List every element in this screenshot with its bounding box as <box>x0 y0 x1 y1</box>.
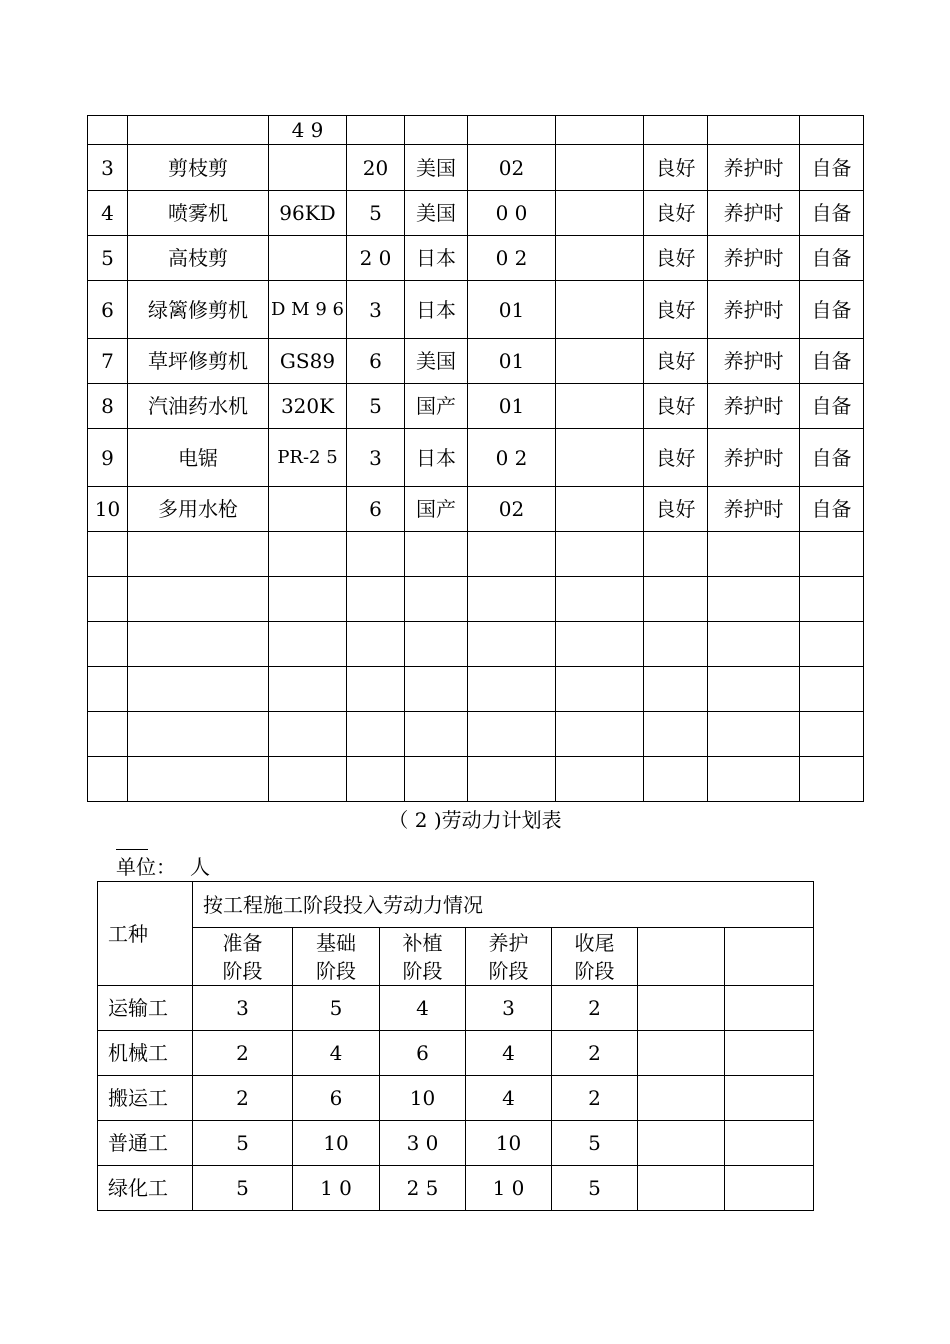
labor-count: 1 0 <box>293 1166 380 1211</box>
equipment-cell-name: 高枝剪 <box>128 236 269 281</box>
labor-count: 10 <box>380 1076 466 1121</box>
labor-count: 3 <box>466 986 552 1031</box>
equipment-empty-cell <box>556 757 644 802</box>
equipment-cell-cond: 良好 <box>644 191 708 236</box>
equipment-cell-origin: 日本 <box>405 236 468 281</box>
stage-group-header: 按工程施工阶段投入劳动力情况 <box>193 882 814 928</box>
equipment-empty-cell <box>800 622 864 667</box>
equipment-cell-no: 5 <box>88 236 128 281</box>
equipment-cell-origin: 美国 <box>405 145 468 191</box>
trade-name: 机械工 <box>98 1031 193 1076</box>
equipment-cell-power <box>556 339 644 384</box>
labor-count: 2 <box>552 1076 638 1121</box>
equipment-cell-year <box>468 116 556 145</box>
labor-row <box>98 1076 814 1121</box>
equipment-cell-power <box>556 236 644 281</box>
equipment-cell-name: 绿篱修剪机 <box>128 281 269 339</box>
labor-row <box>98 1121 814 1166</box>
equipment-cell-model <box>269 145 347 191</box>
equipment-empty-row <box>88 757 864 802</box>
labor-count: 2 <box>193 1031 293 1076</box>
stage-header: 准备 阶段 <box>193 928 293 986</box>
labor-count: 6 <box>380 1031 466 1076</box>
equipment-cell-usage: 养护时 <box>708 339 800 384</box>
equipment-cell-qty: 2 0 <box>347 236 405 281</box>
equipment-cell-year: 0 2 <box>468 429 556 487</box>
equipment-cell-cond: 良好 <box>644 145 708 191</box>
equipment-empty-cell <box>800 532 864 577</box>
equipment-cell-model <box>269 236 347 281</box>
equipment-cell-qty: 3 <box>347 429 405 487</box>
equipment-cell-src: 自备 <box>800 384 864 429</box>
equipment-cell-usage: 养护时 <box>708 236 800 281</box>
equipment-cell-name: 草坪修剪机 <box>128 339 269 384</box>
equipment-empty-cell <box>644 712 708 757</box>
equipment-cell-name: 多用水枪 <box>128 487 269 532</box>
equipment-empty-cell <box>347 577 405 622</box>
labor-count: 2 <box>552 986 638 1031</box>
equipment-empty-cell <box>128 667 269 712</box>
equipment-cell-no: 3 <box>88 145 128 191</box>
equipment-cell-usage: 养护时 <box>708 281 800 339</box>
equipment-cell-origin: 美国 <box>405 339 468 384</box>
labor-count: 1 0 <box>466 1166 552 1211</box>
equipment-empty-cell <box>405 667 468 712</box>
equipment-cell-power <box>556 487 644 532</box>
equipment-cell-year: 01 <box>468 339 556 384</box>
labor-count: 5 <box>552 1121 638 1166</box>
labor-count <box>638 986 725 1031</box>
equipment-cell-year: 02 <box>468 487 556 532</box>
equipment-empty-row <box>88 532 864 577</box>
trade-name: 搬运工 <box>98 1076 193 1121</box>
equipment-empty-cell <box>468 667 556 712</box>
equipment-empty-cell <box>88 532 128 577</box>
equipment-cell-qty: 5 <box>347 191 405 236</box>
equipment-cell-src: 自备 <box>800 339 864 384</box>
equipment-cell-origin: 国产 <box>405 487 468 532</box>
equipment-cell-no: 9 <box>88 429 128 487</box>
equipment-empty-cell <box>468 532 556 577</box>
equipment-row <box>88 281 864 339</box>
equipment-cell-cond: 良好 <box>644 384 708 429</box>
equipment-empty-cell <box>468 577 556 622</box>
equipment-cell-cond: 良好 <box>644 487 708 532</box>
labor-count: 2 <box>193 1076 293 1121</box>
equipment-empty-cell <box>347 712 405 757</box>
equipment-row <box>88 191 864 236</box>
equipment-empty-cell <box>468 757 556 802</box>
stage-header: 补植 阶段 <box>380 928 466 986</box>
equipment-empty-row <box>88 577 864 622</box>
equipment-cell-usage: 养护时 <box>708 429 800 487</box>
equipment-empty-cell <box>708 757 800 802</box>
equipment-row <box>88 236 864 281</box>
equipment-empty-cell <box>556 667 644 712</box>
labor-count <box>725 986 814 1031</box>
stage-header: 收尾 阶段 <box>552 928 638 986</box>
equipment-cell-year: 02 <box>468 145 556 191</box>
equipment-cell-qty <box>347 116 405 145</box>
labor-count: 5 <box>193 1166 293 1211</box>
equipment-row <box>88 487 864 532</box>
equipment-table <box>87 115 864 802</box>
unit-overline <box>116 849 148 850</box>
equipment-cell-no: 10 <box>88 487 128 532</box>
trade-header: 工种 <box>98 882 193 986</box>
equipment-cell-qty: 3 <box>347 281 405 339</box>
equipment-empty-cell <box>128 577 269 622</box>
equipment-cell-model: PR-2 5 <box>269 429 347 487</box>
equipment-empty-cell <box>405 622 468 667</box>
labor-count: 3 <box>193 986 293 1031</box>
equipment-cell-model <box>269 487 347 532</box>
equipment-cell-src: 自备 <box>800 191 864 236</box>
equipment-empty-cell <box>405 712 468 757</box>
equipment-cell-src: 自备 <box>800 236 864 281</box>
equipment-cell-power <box>556 145 644 191</box>
equipment-cell-name: 剪枝剪 <box>128 145 269 191</box>
equipment-cell-model: GS89 <box>269 339 347 384</box>
equipment-empty-cell <box>556 622 644 667</box>
equipment-cell-power <box>556 191 644 236</box>
labor-row <box>98 986 814 1031</box>
stage-header <box>725 928 814 986</box>
equipment-empty-cell <box>88 757 128 802</box>
equipment-empty-cell <box>269 577 347 622</box>
equipment-cell-year: 0 2 <box>468 236 556 281</box>
labor-count <box>725 1076 814 1121</box>
stage-header: 基础 阶段 <box>293 928 380 986</box>
labor-count: 4 <box>380 986 466 1031</box>
equipment-cell-cond: 良好 <box>644 429 708 487</box>
equipment-empty-cell <box>128 757 269 802</box>
equipment-empty-cell <box>556 577 644 622</box>
equipment-cell-cond: 良好 <box>644 236 708 281</box>
labor-count: 2 5 <box>380 1166 466 1211</box>
equipment-cell-src <box>800 116 864 145</box>
equipment-cell-usage: 养护时 <box>708 487 800 532</box>
equipment-empty-cell <box>347 667 405 712</box>
labor-count: 10 <box>293 1121 380 1166</box>
equipment-cell-model: D M 9 6 <box>269 281 347 339</box>
equipment-empty-cell <box>644 532 708 577</box>
equipment-empty-cell <box>708 622 800 667</box>
equipment-empty-cell <box>708 577 800 622</box>
equipment-cell-no: 8 <box>88 384 128 429</box>
equipment-row <box>88 384 864 429</box>
stage-header: 养护 阶段 <box>466 928 552 986</box>
equipment-cell-model: 4 9 <box>269 116 347 145</box>
equipment-cell-year: 0 0 <box>468 191 556 236</box>
equipment-cell-src: 自备 <box>800 145 864 191</box>
equipment-empty-row <box>88 622 864 667</box>
equipment-empty-cell <box>269 757 347 802</box>
equipment-empty-cell <box>556 712 644 757</box>
equipment-cell-power <box>556 116 644 145</box>
equipment-empty-cell <box>708 532 800 577</box>
equipment-empty-cell <box>644 622 708 667</box>
equipment-cell-cond: 良好 <box>644 339 708 384</box>
equipment-row <box>88 145 864 191</box>
equipment-empty-row <box>88 712 864 757</box>
equipment-empty-cell <box>269 532 347 577</box>
equipment-empty-cell <box>468 712 556 757</box>
labor-count: 5 <box>293 986 380 1031</box>
labor-plan-caption: （ 2 )劳动力计划表 <box>388 808 562 832</box>
equipment-cell-year: 01 <box>468 384 556 429</box>
unit-value: 人 <box>190 855 210 879</box>
equipment-cell-origin: 日本 <box>405 429 468 487</box>
equipment-empty-cell <box>644 577 708 622</box>
equipment-empty-row <box>88 667 864 712</box>
labor-count: 5 <box>193 1121 293 1166</box>
equipment-empty-cell <box>644 757 708 802</box>
equipment-row <box>88 429 864 487</box>
equipment-empty-cell <box>269 712 347 757</box>
stage-header <box>638 928 725 986</box>
equipment-empty-cell <box>800 577 864 622</box>
equipment-cell-cond: 良好 <box>644 281 708 339</box>
equipment-cell-src: 自备 <box>800 429 864 487</box>
unit-line <box>116 853 210 881</box>
equipment-cell-src: 自备 <box>800 281 864 339</box>
equipment-empty-cell <box>269 622 347 667</box>
equipment-empty-cell <box>800 712 864 757</box>
equipment-empty-cell <box>128 532 269 577</box>
equipment-row <box>88 339 864 384</box>
labor-count: 10 <box>466 1121 552 1166</box>
labor-count <box>638 1166 725 1211</box>
equipment-cell-no <box>88 116 128 145</box>
equipment-cell-origin: 日本 <box>405 281 468 339</box>
equipment-cell-qty: 20 <box>347 145 405 191</box>
equipment-cell-no: 7 <box>88 339 128 384</box>
equipment-empty-cell <box>708 667 800 712</box>
equipment-cell-power <box>556 384 644 429</box>
labor-count: 2 <box>552 1031 638 1076</box>
equipment-cell-usage: 养护时 <box>708 384 800 429</box>
labor-count <box>725 1031 814 1076</box>
equipment-cell-model: 320K <box>269 384 347 429</box>
equipment-empty-cell <box>128 712 269 757</box>
labor-count <box>725 1166 814 1211</box>
unit-label: 单位： <box>116 855 176 879</box>
equipment-cell-year: 01 <box>468 281 556 339</box>
equipment-empty-cell <box>644 667 708 712</box>
equipment-empty-cell <box>708 712 800 757</box>
equipment-cell-name: 汽油药水机 <box>128 384 269 429</box>
labor-count: 4 <box>293 1031 380 1076</box>
labor-count: 4 <box>466 1031 552 1076</box>
equipment-cell-power <box>556 281 644 339</box>
equipment-empty-cell <box>269 667 347 712</box>
equipment-empty-cell <box>556 532 644 577</box>
equipment-cell-no: 4 <box>88 191 128 236</box>
equipment-cell-origin: 国产 <box>405 384 468 429</box>
labor-count <box>725 1121 814 1166</box>
equipment-cell-no: 6 <box>88 281 128 339</box>
equipment-cell-name: 电锯 <box>128 429 269 487</box>
equipment-cell-usage <box>708 116 800 145</box>
labor-count: 4 <box>466 1076 552 1121</box>
labor-count <box>638 1031 725 1076</box>
equipment-empty-cell <box>88 622 128 667</box>
equipment-cell-model: 96KD <box>269 191 347 236</box>
equipment-empty-cell <box>347 532 405 577</box>
labor-count <box>638 1076 725 1121</box>
equipment-empty-cell <box>347 757 405 802</box>
trade-name: 绿化工 <box>98 1166 193 1211</box>
equipment-cell-origin: 美国 <box>405 191 468 236</box>
equipment-empty-cell <box>128 622 269 667</box>
labor-count: 5 <box>552 1166 638 1211</box>
equipment-cell-usage: 养护时 <box>708 191 800 236</box>
labor-row <box>98 1166 814 1211</box>
labor-count: 6 <box>293 1076 380 1121</box>
equipment-cell-power <box>556 429 644 487</box>
equipment-empty-cell <box>800 667 864 712</box>
equipment-empty-cell <box>405 577 468 622</box>
labor-row <box>98 1031 814 1076</box>
equipment-empty-cell <box>347 622 405 667</box>
equipment-cell-cond <box>644 116 708 145</box>
equipment-cell-origin <box>405 116 468 145</box>
equipment-empty-cell <box>800 757 864 802</box>
trade-name: 运输工 <box>98 986 193 1031</box>
equipment-empty-cell <box>88 712 128 757</box>
labor-count <box>638 1121 725 1166</box>
equipment-cell-src: 自备 <box>800 487 864 532</box>
equipment-empty-cell <box>88 667 128 712</box>
equipment-cell-qty: 6 <box>347 339 405 384</box>
equipment-cell-usage: 养护时 <box>708 145 800 191</box>
equipment-empty-cell <box>88 577 128 622</box>
trade-name: 普通工 <box>98 1121 193 1166</box>
equipment-row <box>88 116 864 145</box>
labor-plan-table <box>97 881 814 1211</box>
equipment-cell-name <box>128 116 269 145</box>
equipment-cell-qty: 5 <box>347 384 405 429</box>
equipment-empty-cell <box>405 757 468 802</box>
equipment-cell-qty: 6 <box>347 487 405 532</box>
labor-count: 3 0 <box>380 1121 466 1166</box>
equipment-empty-cell <box>405 532 468 577</box>
equipment-empty-cell <box>468 622 556 667</box>
equipment-cell-name: 喷雾机 <box>128 191 269 236</box>
